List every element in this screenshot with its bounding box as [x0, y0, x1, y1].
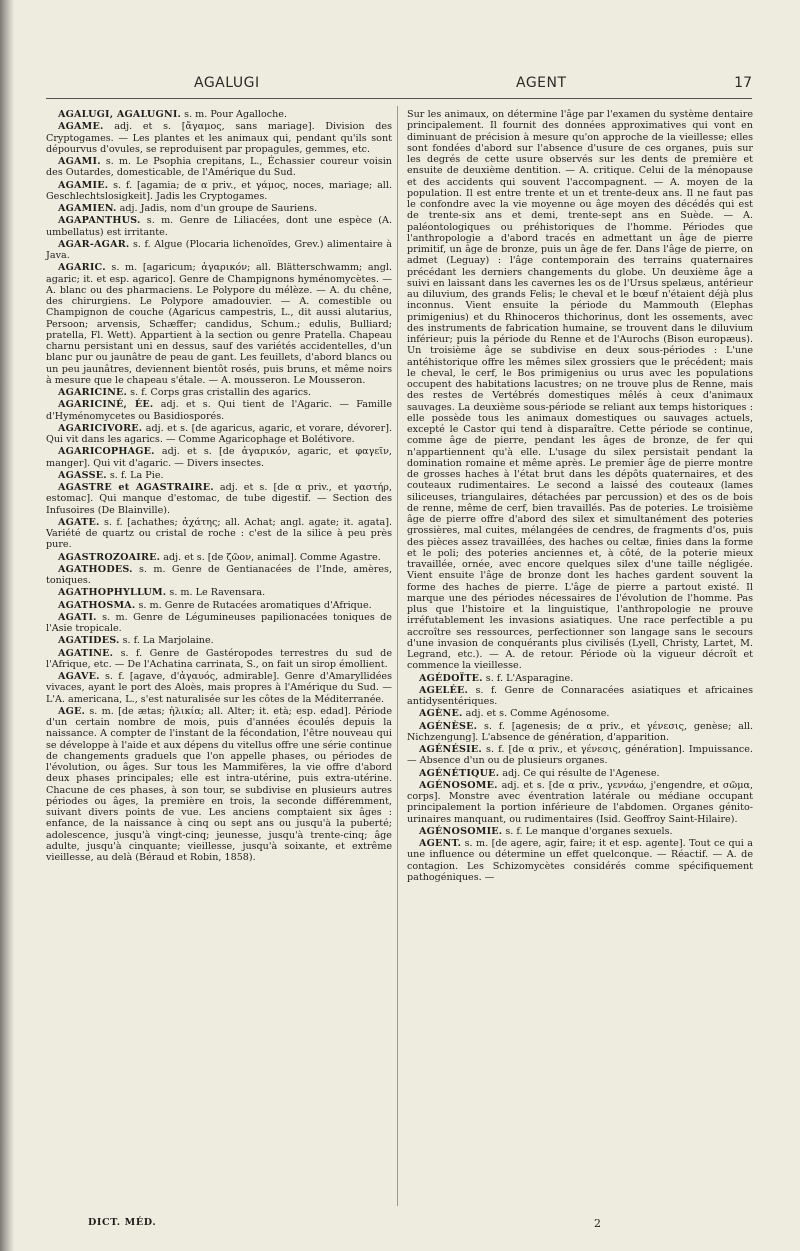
- dictionary-entry: [46, 180, 392, 203]
- entry-definition: s. f. [achathes; ἀχάτης; all. Achat; angl. agate; it. agata]. Variété de quartz ou cristal de roche : c'est de la silice à peu près pure.: [46, 516, 392, 551]
- entry-headword: AGAMIEN.: [58, 203, 117, 214]
- entry-headword: AGÉNOSOMIE.: [419, 825, 503, 837]
- entry-headword: AGELÉE.: [419, 684, 469, 696]
- entry-headword: AGARIC.: [58, 262, 106, 274]
- entry-headword: AGÉNÉTIQUE.: [419, 767, 500, 779]
- left-column: [46, 109, 392, 864]
- header-rule: [46, 98, 752, 99]
- entry-definition: s. f. [agenesis; de α priv., et γένεσις, genèse; all. Nichzengung]. L'absence de génération, d'apparition.: [407, 720, 753, 743]
- dictionary-entry: [46, 648, 392, 671]
- header-right-title: AGENT: [516, 75, 567, 91]
- dictionary-entry: [46, 671, 392, 705]
- dictionary-entry: [46, 109, 392, 120]
- entry-headword: AGASTROZOAIRE.: [58, 551, 161, 563]
- dictionary-entry: [46, 612, 392, 635]
- entry-headword: AGÉNÈSE.: [419, 720, 478, 732]
- page-number: 17: [734, 75, 752, 91]
- entry-headword: AGATI.: [58, 611, 97, 623]
- dictionary-entry: [46, 423, 392, 446]
- entry-definition: s. m. Genre de Rutacées aromatiques d'Afrique.: [135, 599, 372, 611]
- entry-headword: AGAVE.: [58, 671, 100, 682]
- dictionary-entry: [407, 673, 753, 684]
- dictionary-entry: [46, 482, 392, 516]
- entry-definition: s. f. Le manque d'organes sexuels.: [502, 825, 673, 837]
- entry-headword: AGENT.: [419, 838, 462, 849]
- entry-definition: adj. et s. Comme Agénosome.: [462, 708, 610, 720]
- signature-mark: DICT. MÉD.: [88, 1217, 157, 1228]
- entry-headword: AGATE.: [58, 516, 100, 528]
- entry-definition: s. m. Pour Agalloche.: [181, 109, 287, 120]
- entry-definition: adj. et s. [de α priv., et γαστήρ, estomac]. Qui manque d'estomac, de tube digestif. — Section des Infusoires (De Blainville).: [46, 482, 392, 516]
- entry-definition: s. f. [agave, d'ἀγαυός, admirable]. Genre d'Amaryllidées vivaces, ayant le port des Aloès, mais propres à l'Amérique du Sud. — L'A. americana, L., s'est naturalisée sur les côtes de la Méditerranée.: [46, 671, 392, 705]
- entry-definition: s. f. La Marjolaine.: [119, 635, 214, 647]
- entry-definition: adj. et s. [de ζῶον, animal]. Comme Agastre.: [160, 551, 381, 563]
- entry-definition: adj. et s. [ἄγαμος, sans mariage]. Division des Cryptogames. — Les plantes et les animaux qui, pendant qu'ils sont dépourvus d'ovules, se reproduisent par propagules, gemmes, etc.: [46, 121, 392, 155]
- entry-definition: s. f. La Pie.: [106, 469, 164, 481]
- entry-headword: AGAMI.: [58, 156, 101, 167]
- entry-headword: AGAR-AGAR.: [58, 238, 130, 250]
- entry-headword: AGALUGI, AGALUGNI.: [58, 109, 182, 120]
- dictionary-entry: [46, 262, 392, 386]
- dictionary-entry: [46, 399, 392, 422]
- dictionary-entry: [46, 387, 392, 398]
- dictionary-entry: [46, 470, 392, 481]
- dictionary-entry: [46, 552, 392, 563]
- entry-headword: AGATINE.: [58, 647, 114, 659]
- entry-definition: s. m. Genre de Gentianacées de l'Inde, amères, toniques.: [46, 563, 392, 586]
- entry-headword: AGÈNE.: [419, 708, 463, 720]
- dictionary-entry: [46, 203, 392, 214]
- entry-definition: s. f. [de α priv., et γένεσις, génération]. Impuissance. — Absence d'un ou de plusieurs organes.: [407, 744, 753, 767]
- dictionary-entry: [407, 708, 753, 719]
- entry-definition: adj. et s. [de α priv., γεννάω, j'engendre, et σῶμα, corps]. Monstre avec éventration latérale ou médiane occupant principalement la portion inférieure de l'abdomen. Organes génito-urinaires manquant, ou rudimentaires (Isid. Geoffroy Saint-Hilaire).: [407, 779, 753, 825]
- dictionary-entry: [46, 706, 392, 864]
- entry-definition: s. f. [agamia; de α priv., et γάμος, noces, mariage; all. Geschlechtslosigkeit]. Jadis les Cryptogames.: [46, 179, 392, 202]
- sheet-number: 2: [594, 1217, 601, 1230]
- entry-headword: AGARICOPHAGE.: [58, 446, 155, 458]
- entry-headword: AGATIDES.: [58, 635, 120, 647]
- entry-definition: s. f. Corps gras cristallin des agarics.: [127, 387, 312, 398]
- column-divider: [397, 106, 398, 1206]
- entry-headword: AGAMIE.: [58, 179, 109, 191]
- entry-definition: adj. et s. [de agaricus, agaric, et vorare, dévorer]. Qui vit dans les agarics. — Comme Agaricophage et Bolétivore.: [46, 422, 392, 445]
- entry-definition: s. m. [de agere, agir, faire; it et esp. agente]. Tout ce qui a une influence ou détermine un effet quelconque. — Réactif. — A. de contagion. Les Schizomycètes considérés comme spécifiquement pathogéniques. —: [407, 838, 753, 883]
- entry-headword: AGAPANTHUS.: [58, 215, 141, 227]
- right-column: [407, 109, 753, 884]
- entry-definition: s. f. L'Asparagine.: [482, 672, 574, 684]
- entry-definition: adj. Jadis, nom d'un groupe de Sauriens.: [116, 203, 318, 214]
- dictionary-entry: [407, 780, 753, 825]
- entry-headword: AGARICINÉ, ÉE.: [58, 399, 154, 411]
- entry-definition: s. f. Genre de Gastéropodes terrestres du sud de l'Afrique, etc. — De l'Achatina carrinata, S., on fait un sirop émollient.: [46, 647, 392, 670]
- entry-definition: s. m. [de ætas; ἡλικία; all. Alter; it. età; esp. edad]. Période d'un certain nombre de mois, puis d'années écoulés depuis la naissance. A compter de l'instant de la fécondation, l'être nouveau qui se développe à l'aide et aux dépens du vitellus offre une série continue de changements graduels que l'on appelle phases, ou périodes de l'évolution, ou âges. Sur tous les Mammifères, la vie offre d'abord deux phases principales; elle est intra-utérine, puis extra-utérine. Chacune de ces phases, à son tour, se subdivise en plusieurs autres périodes ou âges, la première en trois, la seconde différemment, suivant divers points de vue. Les anciens comptaient six âges : enfance, de la naissance à cinq ou sept ans ou jusqu'à la puberté; adolescence, jusqu'à vingt-cinq; jeunesse, jusqu'à trente-cinq; âge adulte, jusqu'à cinquante; vieillesse, jusqu'à soixante, et extrême vieillesse, au delà (Béraud et Robin, 1858).: [46, 705, 392, 863]
- entry-headword: AGATHOPHYLLUM.: [58, 587, 167, 599]
- entry-definition: s. f. Algue (Plocaria lichenoïdes, Grev.) alimentaire à Java.: [46, 238, 392, 261]
- entry-definition: Sur les animaux, on détermine l'âge par l'examen du système dentaire principalement. Il fournit des données approximatives qui vont en diminuant de précision à mesure qu'on approche de la vieillesse; elles sont fondées d'abord sur l'absence d'usure de ces organes, puis sur les degrés de cette usure observés sur les dents de première et ensuite de deuxième dentition. — A. critique. Celui de la ménopause et des accidents qui souvent l'accompagnent. — A. moyen de la population. Il est entre trente et un et trente-deux ans. Il ne faut pas le confondre avec la vie moyenne ou âge moyen des décédés qui est de trente-six ans et demi, trente-sept ans en Suède. — A. paléontologiques ou préhistoriques de l'homme. Périodes que l'anthropologie a d'abord tracés en admettant un âge de pierre primitif, un âge de bronze, puis un âge de fer. Dans l'âge de pierre, on admet (Leguay) : l'âge contemporain des terrains quaternaires précédant les derniers changements du globe. Un deuxième âge a suivi en laissant dans les cavernes les os de l'Ursus spelæus, antérieur au diluvium, des grands Felis; le cheval et le bœuf n'étaient déjà plus inconnus. Vient ensuite la période du Mammouth (Elephas primigenius) et du Rhinoceros thichorinus, dont les ossements, avec des instruments de fabrication humaine, se trouvent dans le diluvium inférieur; puis la période du Renne et de l'Aurochs (Bison europæus). Un troisième âge se subdivise en deux sous-périodes : L'une antéhistorique offre les mêmes silex grossiers que le précédent; mais le cheval, le cerf, le Bos primigenius ou urus avec les populations occupent des habitations lacustres; on ne trouve plus de Renne, mais des restes de Vertébrés domestiques mêlés à ceux d'animaux sauvages. La deuxième sous-période se reliant aux temps historiques : elle possède tous les animaux domestiques ou sauvages actuels, excepté le Castor qui tend à disparaître. Cette période se continue, comme âge de pierre, pendant les âges de bronze, de fer qui n'appartiennent qu'à elle. L'usage du silex persistait pendant la domination romaine et même après. Le premier âge de pierre montre de grosses haches à l'état brut dans les dépôts quaternaires, et des couteaux rudimentaires. Le second a laissé des couteaux (lames siliceuses, triangulaires, détachées par percussion) et des os de bois de renne, même de cerf, bien travaillés. Pas de poteries. Le troisième âge de pierre offre d'abord des silex et simultanément des poteries grossières, mal cuites, mélangées de cendres, de fragments d'os, puis des pièces assez travaillées, des haches ou celtæ, finies dans la forme et le poli; des poteries anciennes et, à côté, de la poterie mieux travaillée, ornée, avec encore quelques silex d'une taille négligée. Vient ensuite l'âge de bronze dont les haches gardent souvent la forme des haches de pierre. L'âge de pierre a partout existé. Il marque une des périodes nécessaires de l'évolution de l'homme. Pas plus que l'histoire et la linguistique, l'anthropologie ne prouve irréfutablement les invasions asiatiques. Une race perfectible a pu accroître ses ressources, perfectionner son langage sans le secours d'une invasion de conquérants plus civilisés (Lyell, Christy, Lartet, M. Legrand, etc.). — A. de retour. Période où la vigueur décroît et commence la vieillesse.: [407, 109, 753, 672]
- dictionary-entry: [46, 635, 392, 646]
- dictionary-entry: [46, 517, 392, 551]
- entry-definition: s. m. Le Psophia crepitans, L., Échassier coureur voisin des Outardes, domesticable, de l'Amérique du Sud.: [46, 156, 392, 179]
- entry-headword: AGASSE.: [58, 469, 107, 481]
- entry-headword: AGE.: [58, 705, 86, 717]
- entry-definition: adj. et s. [de ἀγαρικόν, agaric, et φαγεῖν, manger]. Qui vit d'agaric. — Divers insectes.: [46, 446, 392, 469]
- dictionary-entry: [46, 156, 392, 179]
- running-header: [46, 75, 752, 97]
- entry-definition: adj. et s. Qui tient de l'Agaric. — Famille d'Hyménomycetes ou Basidiosporés.: [46, 399, 392, 422]
- entry-headword: AGÉNÉSIE.: [419, 744, 482, 755]
- dictionary-entry: [46, 121, 392, 155]
- dictionary-entry: [407, 744, 753, 767]
- entry-headword: AGÉDOÏTE.: [419, 672, 483, 684]
- entry-headword: AGATHOSMA.: [58, 599, 136, 611]
- entry-definition: s. m. [agaricum; ἀγαρικόν; all. Blätterschwamm; angl. agaric; it. et esp. agarico]. Genre de Champignons hyménomycètes. — A. blanc ou des pharmaciens. Le Polypore du mélèze. — A. du chêne, des chirurgiens. Le Polypore amadouvier. — A. comestible ou Champignon de couche (Agaricus campestris, L., dit aussi alutarius, Persoon; arvensis, Schæffer; candidus, Schum.; edulis, Bulliard; pratella, Fl. Wett). Appartient à la section ou genre Pratella. Chapeau charnu persistant uni en dessus, sauf des variétés accidentelles, d'un blanc pur ou jaunâtre de peau de gant. Les feuillets, d'abord blancs ou un peu jaunâtres, deviennent bientôt rosés, puis bruns, et même noirs à mesure que le chapeau s'étale. — A. mousseron. Le Mousseron.: [46, 262, 392, 386]
- dictionary-entry: [46, 564, 392, 587]
- entry-headword: AGAME.: [58, 121, 104, 133]
- header-left-title: AGALUGI: [194, 75, 260, 91]
- dictionary-entry: [46, 600, 392, 611]
- entry-headword: AGARICINE.: [58, 387, 128, 398]
- dictionary-entry: [46, 215, 392, 238]
- dictionary-entry: [46, 587, 392, 598]
- entry-headword: AGASTRE et AGASTRAIRE.: [58, 482, 214, 493]
- entry-definition: s. m. Genre de Liliacées, dont une espèce (A. umbellatus) est irritante.: [46, 215, 392, 238]
- dictionary-entry: [407, 826, 753, 837]
- dictionary-entry: [407, 685, 753, 708]
- entry-definition: s. f. Genre de Connaracées asiatiques et africaines antidysentériques.: [407, 684, 753, 707]
- entry-definition: s. m. Genre de Légumineuses papilionacées toniques de l'Asie tropicale.: [46, 611, 392, 634]
- entry-headword: AGARICIVORE.: [58, 422, 143, 434]
- dictionary-entry: [407, 768, 753, 779]
- dictionary-entry: [407, 109, 753, 672]
- dictionary-entry: [46, 239, 392, 262]
- dictionary-entry: [407, 721, 753, 744]
- entry-definition: adj. Ce qui résulte de l'Agenese.: [499, 767, 660, 779]
- dictionary-entry: [407, 838, 753, 883]
- entry-definition: s. m. Le Ravensara.: [166, 587, 266, 599]
- entry-headword: AGATHODES.: [58, 563, 133, 575]
- dictionary-entry: [46, 446, 392, 469]
- page-binding-edge: [0, 0, 14, 1251]
- entry-headword: AGÉNOSOME.: [419, 779, 498, 791]
